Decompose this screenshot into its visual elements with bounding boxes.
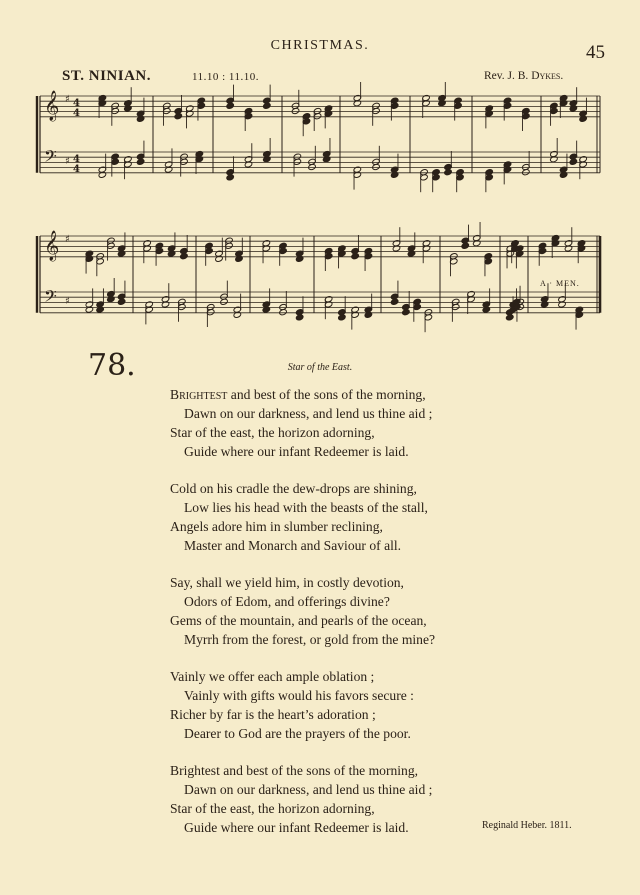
verse-line-text: Dawn on our darkness, and lend us thine aid ;: [184, 406, 433, 421]
verse-line-text: Odors of Edom, and offerings divine?: [184, 594, 390, 609]
verse-line-text: and best of the sons of the morning,: [227, 387, 426, 402]
verse-line-text: Myrrh from the forest, or gold from the mine?: [184, 632, 436, 647]
treble-clef-icon: 𝄞: [44, 91, 60, 121]
verse-line-text: Dawn on our darkness, and lend us thine aid ;: [184, 782, 433, 797]
verse-line: [170, 724, 435, 743]
verse-line: [170, 780, 435, 799]
verse-line: [170, 611, 435, 630]
verse-line-text: Star of the east, the horizon adorning,: [170, 425, 375, 440]
treble-clef-icon: 𝄞: [44, 231, 60, 261]
time-signature-icon: 4: [73, 98, 80, 109]
time-signature-icon: 4: [73, 108, 80, 119]
hymn-author: Reginald Heber. 1811.: [482, 820, 572, 831]
verse-line: [170, 517, 435, 536]
verse-line: [170, 498, 435, 517]
tune-meter: 11.10 : 11.10.: [192, 71, 259, 83]
verse-line: [170, 442, 435, 461]
verse-line: [170, 799, 435, 818]
verse-line-text: Gems of the mountain, and pearls of the ocean,: [170, 613, 427, 628]
verse-line: [170, 630, 435, 649]
verse-2: [170, 479, 435, 555]
verse-line: [170, 404, 435, 423]
hymn-verses: [170, 385, 435, 855]
verse-line-text: Low lies his head with the beasts of the stall,: [184, 500, 428, 515]
verse-line: [170, 667, 435, 686]
verse-line: [170, 536, 435, 555]
verse-line-text: Master and Monarch and Saviour of all.: [184, 538, 402, 553]
tune-name: ST. NINIAN.: [62, 68, 151, 84]
hymn-number: 78.: [88, 348, 136, 383]
sharp-icon: ♯: [65, 156, 70, 167]
verse-first-word: Brightest: [170, 387, 228, 402]
verse-line: [170, 686, 435, 705]
verse-line: [170, 761, 435, 780]
verse-3: [170, 573, 435, 649]
bass-clef-icon: 𝄢: [44, 286, 57, 310]
verse-line-text: Brightest and best of the sons of the morning,: [170, 763, 419, 778]
verse-line: [170, 385, 435, 404]
time-signature-icon: 4: [73, 154, 80, 165]
composer-prefix: Rev. J. B.: [484, 70, 532, 82]
verse-line: [170, 705, 435, 724]
verse-line: [170, 573, 435, 592]
verse-line-text: Angels adore him in slumber reclining,: [170, 519, 383, 534]
time-signature-icon: 4: [73, 164, 80, 175]
verse-1: [170, 385, 435, 461]
composer-surname: Dykes.: [531, 70, 564, 82]
running-title: CHRISTMAS.: [270, 38, 370, 53]
verse-line-text: Vainly with gifts would his favors secure :: [184, 688, 414, 703]
verse-line: [170, 479, 435, 498]
sharp-icon: ♯: [65, 234, 70, 245]
music-score: [0, 0, 640, 345]
verse-line-text: Guide where our infant Redeemer is laid.: [184, 444, 409, 459]
verse-line-text: Guide where our infant Redeemer is laid.: [184, 820, 409, 835]
verse-line-text: Star of the east, the horizon adorning,: [170, 801, 375, 816]
sharp-icon: ♯: [65, 94, 70, 105]
verse-4: [170, 667, 435, 743]
page-number: 45: [586, 42, 605, 63]
verse-line-text: Cold on his cradle the dew-drops are shining,: [170, 481, 417, 496]
hymn-title: Star of the East.: [287, 362, 353, 373]
bass-clef-icon: 𝄢: [44, 146, 57, 170]
verse-line-text: Richer by far is the heart’s adoration ;: [170, 707, 376, 722]
verse-line-text: Vainly we offer each ample oblation ;: [170, 669, 375, 684]
verse-line: [170, 818, 435, 837]
verse-line-text: Dearer to God are the prayers of the poor.: [184, 726, 411, 741]
sharp-icon: ♯: [65, 296, 70, 307]
verse-line: [170, 423, 435, 442]
verse-5: [170, 761, 435, 837]
verse-line: [170, 592, 435, 611]
verse-line-text: Say, shall we yield him, in costly devotion,: [170, 575, 404, 590]
amen-label: A · MEN.: [540, 279, 580, 288]
